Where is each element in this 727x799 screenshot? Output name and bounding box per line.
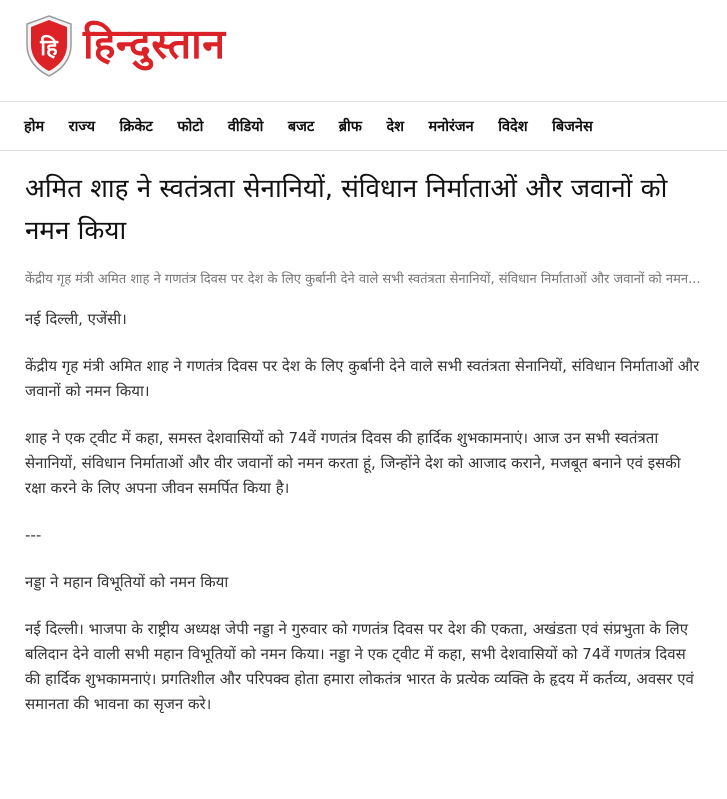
nav-item-cricket[interactable]: क्रिकेट [119, 119, 153, 135]
article-summary: केंद्रीय गृह मंत्री अमित शाह ने गणतंत्र दिवस पर देश के लिए कुर्बानी देने वाले सभी स्वतंत्रता सेनानियों, संविधान निर्माताओं और जवानों को नमन... [25, 272, 701, 287]
shield-logo-icon [25, 15, 73, 77]
article [25, 168, 705, 739]
article-body [25, 307, 705, 717]
nav-item-country[interactable]: देश [386, 119, 405, 135]
section-separator: --- [25, 526, 42, 544]
nav-list [0, 102, 727, 150]
article-paragraph: शाह ने एक ट्वीट में कहा, समस्त देशवासियों को 74वें गणतंत्र दिवस की हार्दिक शुभकामनाएं। आज उन सभी स्वतंत्रता सेनानियों, संविधान निर्माताओं और वीर जवानों को नमन करता हूं, जिन्होंने देश को आजाद कराने, मजबूत बनाने एवं इसकी रक्षा करने के लिए अपना जीवन समर्पित किया है। [25, 429, 681, 497]
article-paragraph: नई दिल्ली। भाजपा के राष्ट्रीय अध्यक्ष जेपी नड्डा ने गुरुवार को गणतंत्र दिवस पर देश की एकता, अखंडता एवं संप्रभुता के लिए बलिदान देने वाली सभी महान विभूतियों को नमन किया। नड्डा ने एक ट्वीट में कहा, सभी देशवासियों को 74वें गणतंत्र दिवस की हार्दिक शुभकामनाएं। प्रगतिशील और परिपक्व होता हमारा लोकतंत्र भारत के प्रत्येक व्यक्ति के हृदय में कर्तव्य, अवसर एवं समानता की भावना का सृजन करे। [25, 620, 694, 713]
article-headline: अमित शाह ने स्वतंत्रता सेनानियों, संविधान निर्माताओं और जवानों को नमन किया [25, 174, 668, 246]
nav-item-world[interactable]: विदेश [498, 119, 528, 135]
logo-wordmark: हिन्दुस्तान [83, 20, 226, 68]
article-paragraph: केंद्रीय गृह मंत्री अमित शाह ने गणतंत्र दिवस पर देश के लिए कुर्बानी देने वाले सभी स्वतंत्रता सेनानियों, संविधान निर्माताओं और जवानों को नमन किया। [25, 357, 700, 400]
article-subheading: नड्डा ने महान विभूतियों को नमन किया [25, 573, 229, 591]
nav-item-brief[interactable]: ब्रीफ [338, 119, 362, 135]
site-logo[interactable] [25, 15, 226, 77]
nav-item-budget[interactable]: बजट [287, 119, 315, 135]
nav-item-business[interactable]: बिजनेस [552, 119, 593, 135]
nav-item-home[interactable]: होम [24, 119, 45, 135]
site-header [0, 0, 727, 101]
article-dateline: नई दिल्ली, एजेंसी। [25, 310, 127, 328]
nav-item-states[interactable]: राज्य [68, 119, 96, 135]
nav-item-photo[interactable]: फोटो [177, 119, 204, 135]
logo-emblem-text: हि [40, 36, 58, 61]
nav-item-entertainment[interactable]: मनोरंजन [428, 119, 474, 135]
nav-item-video[interactable]: वीडियो [227, 119, 264, 135]
main-navigation [0, 101, 727, 151]
